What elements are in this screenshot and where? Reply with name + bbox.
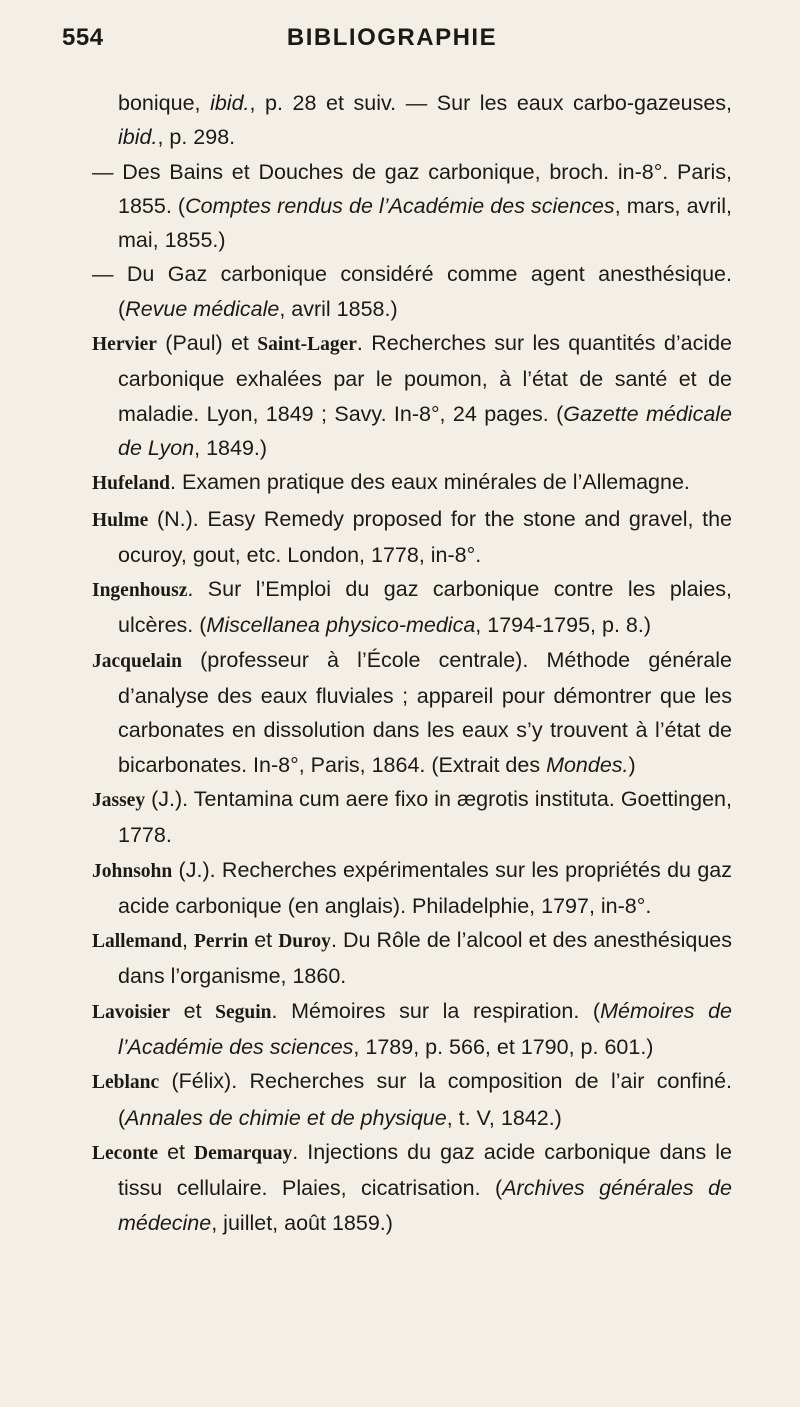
bibliography-list: [92, 86, 732, 1240]
entry-text: — Du Gaz carbonique considéré comme agent anesthésique. (: [92, 262, 732, 321]
entry-text: , mars, avril, mai, 1855.): [118, 193, 732, 253]
entry-text: et: [248, 928, 279, 953]
bibliography-entry: [92, 994, 732, 1065]
entry-text: , 1849.): [194, 435, 268, 460]
publication-title: Miscellanea physico-medica: [206, 613, 476, 638]
page-number: 554: [62, 24, 104, 51]
entry-text: , p. 298.: [157, 125, 236, 150]
author-name: Saint-Lager: [257, 334, 357, 356]
entry-text: et: [170, 998, 216, 1023]
bibliography-entry: [92, 643, 732, 782]
author-name: Demarquay: [194, 1142, 293, 1164]
entry-text: , t. V, 1842.): [446, 1105, 562, 1130]
entry-text: , juillet, août 1859.): [211, 1210, 393, 1235]
entry-text: ,: [181, 928, 194, 953]
bibliography-entry: [92, 326, 732, 465]
publication-title: Gazette médicale de Lyon: [118, 401, 733, 460]
author-name: Johnsohn: [92, 860, 173, 882]
entry-text: bonique,: [118, 91, 211, 115]
entry-text: , p. 28 et suiv. — Sur les eaux carbo-gazeuses,: [249, 91, 732, 115]
entry-text: (J.). Recherches expérimentales sur les propriétés du gaz acide carbonique (en anglais). Philadelphie, 1797, in-8°.: [118, 857, 732, 918]
bibliography-entry: [92, 782, 732, 853]
publication-title: Annales de chimie et de physique: [125, 1105, 447, 1130]
publication-title: Revue médicale: [125, 296, 280, 321]
entry-text: — Des Bains et Douches de gaz carbonique, broch. in-8°. Paris, 1855. (: [92, 159, 732, 218]
entry-text: . Injections du gaz acide carbonique dans le tissu cellulaire. Plaies, cicatrisation. (: [118, 1139, 732, 1201]
publication-title: Archives générales de médecine: [118, 1176, 733, 1235]
author-name: Duroy: [278, 931, 331, 953]
publication-title: Comptes rendus de l’Académie des sciences: [185, 193, 615, 218]
author-name: Seguin: [215, 1001, 272, 1023]
entry-text: , 1789, p. 566, et 1790, p. 601.): [353, 1035, 654, 1060]
publication-title: Mondes.: [546, 752, 629, 777]
entry-text: (J.). Tentamina cum aere fixo in ægrotis instituta. Goettingen, 1778.: [118, 786, 732, 848]
author-name: Leblanc: [92, 1072, 160, 1094]
publication-title: ibid.: [118, 125, 158, 150]
author-name: Hervier: [92, 334, 157, 356]
entry-text: ): [628, 752, 636, 777]
bibliography-entry: [92, 502, 732, 573]
bibliography-entry: [92, 155, 732, 258]
author-name: Jassey: [92, 789, 146, 811]
entry-text: (professeur à l’École centrale). Méthode générale d’analyse des eaux fluviales ; appareil pour démontrer que les carbonates en dissolution dans les eaux s’y trouvent à l’état de bicarbonates. In-8°, Paris, 1864. (Extrait des: [118, 647, 732, 777]
bibliography-entry: [92, 1135, 732, 1240]
author-name: Hulme: [92, 509, 149, 531]
entry-text: . Du Rôle de l’alcool et des anesthésiques dans l’organisme, 1860.: [118, 928, 732, 989]
publication-title: ibid.: [210, 91, 250, 115]
author-name: Perrin: [193, 931, 249, 953]
entry-text: . Sur l’Emploi du gaz carbonique contre les plaies, ulcères. (: [118, 577, 732, 638]
author-name: Hufeland: [92, 473, 171, 495]
entry-text: (N.). Easy Remedy proposed for the stone and gravel, the ocuroy, gout, etc. London, 1778, in-8°.: [118, 506, 732, 567]
entry-text: et: [158, 1139, 195, 1164]
author-name: Jacquelain: [92, 650, 182, 672]
page-header: [62, 18, 722, 58]
entry-text: . Mémoires sur la respiration. (: [271, 998, 601, 1023]
author-name: Ingenhousz: [92, 580, 188, 602]
bibliography-entry: [92, 465, 732, 501]
entry-text: (Paul) et: [156, 331, 258, 356]
entry-text: . Examen pratique des eaux minérales de l’Allemagne.: [170, 470, 690, 495]
bibliography-entry: [92, 923, 732, 994]
entry-text: , 1794-1795, p. 8.): [475, 613, 652, 638]
author-name: Lallemand: [92, 931, 182, 953]
entry-text: (Félix). Recherches sur la composition de l’air confiné. (: [118, 1069, 732, 1130]
author-name: Leconte: [92, 1142, 159, 1164]
author-name: Lavoisier: [92, 1001, 170, 1023]
bibliography-entry: [92, 572, 732, 643]
bibliography-entry: [92, 853, 732, 924]
running-head: BIBLIOGRAPHIE: [286, 24, 498, 51]
bibliography-entry: [92, 1064, 732, 1135]
bibliography-entry: [92, 86, 732, 155]
entry-text: , avril 1858.): [279, 296, 398, 321]
entry-text: . Recherches sur les quantités d’acide carbonique exhalées par le poumon, à l’état de santé et de maladie. Lyon, 1849 ; Savy. In-8°, 24 pages. (: [118, 331, 733, 426]
publication-title: Mémoires de l’Académie des sciences: [118, 998, 732, 1060]
bibliography-entry: [92, 257, 732, 326]
